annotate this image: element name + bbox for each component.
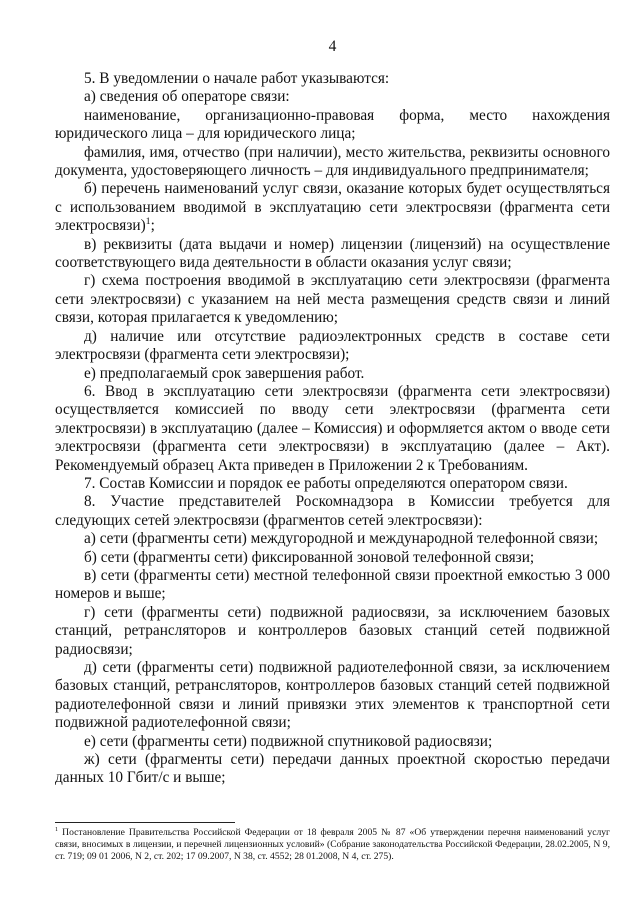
document-body — [55, 70, 610, 788]
footnote-divider — [55, 822, 235, 823]
paragraph-8d: д) сети (фрагменты сети) подвижной радиотелефонной связи, за исключением базовых станций, ретрансляторов, контроллеров базовых станций сетей подвижной радиотелефонной связи и линий привязки этих элементов к транспортной сети подвижной радиотелефонной связи; — [55, 659, 610, 732]
footnote-reference: 1 — [145, 216, 151, 228]
paragraph-5d: д) наличие или отсутствие радиоэлектронных средств в составе сети электросвязи (фрагмента сети электросвязи); — [55, 327, 610, 364]
footnote-text: Постановление Правительства Российской Федерации от 18 февраля 2005 № 87 «Об утверждении перечня наименований услуг связи, вносимых в лицензии, и перечней лицензионных условий» (Собрание законодательства Российской Федерации, 28.02.2005, N 9, ст. 719; 09 01 2006, N 2, ст. 202; 17 09.2007, N 38, ст. 4552; 28 01.2008, N 4, ст. 275). — [55, 827, 610, 862]
paragraph-5e: е) предполагаемый срок завершения работ. — [84, 364, 365, 382]
footnote — [55, 827, 610, 863]
paragraph-8zh: ж) сети (фрагменты сети) передачи данных проектной скоростью передачи данных 10 Гбит/с и выше; — [55, 751, 610, 787]
paragraph-5b — [55, 180, 610, 235]
paragraph-5b-text: б) перечень наименований услуг связи, оказание которых будет осуществляться с использованием вводимой в эксплуатацию сети электросвязи (фрагмента сети электросвязи) — [55, 180, 610, 235]
document-page — [55, 0, 610, 905]
paragraph-5b-tail: ; — [150, 217, 155, 235]
paragraph-7: 7. Состав Комиссии и порядок ее работы определяются оператором связи. — [84, 474, 568, 492]
footnote-marker: 1 — [55, 825, 59, 833]
paragraph-5v: в) реквизиты (дата выдачи и номер) лицензии (лицензий) на осуществление соответствующего вида деятельности в области оказания услуг связи; — [55, 235, 610, 272]
paragraph-5g: г) схема построения вводимой в эксплуатацию сети электросвязи (фрагмента сети электросвязи) с указанием на ней места размещения средств связи и линий связи, которая прилагается к уведомлению; — [55, 272, 610, 327]
paragraph-8e: е) сети (фрагменты сети) подвижной спутниковой радиосвязи; — [84, 732, 493, 750]
paragraph-8: 8. Участие представителей Роскомнадзора в Комиссии требуется для следующих сетей электросвязи (фрагментов сетей электросвязи): — [55, 493, 610, 529]
page-number: 4 — [328, 38, 337, 55]
paragraph-5a-individual: фамилия, имя, отчество (при наличии), место жительства, реквизиты основного документа, удостоверяющего личность – для индивидуального предпринимателя; — [55, 143, 610, 180]
paragraph-6: 6. Ввод в эксплуатацию сети электросвязи (фрагмента сети электросвязи) осуществляется комиссией по вводу сети электросвязи (фрагмента сети электросвязи) в эксплуатацию (далее – Комиссия) и оформляется актом о вводе сети электросвязи (фрагмента сети электросвязи) в эксплуатацию (далее – Акт). Рекомендуемый образец Акта приведен в Приложении 2 к Требованиям. — [55, 382, 610, 474]
paragraph-8a: а) сети (фрагменты сети) междугородной и международной телефонной связи; — [84, 530, 599, 548]
paragraph-5: 5. В уведомлении о начале работ указываются: — [84, 70, 390, 87]
paragraph-8b: б) сети (фрагменты сети) фиксированной зоновой телефонной связи; — [84, 548, 535, 566]
paragraph-5a-legal-entity: наименование, организационно-правовая форма, место нахождения юридического лица – для юридического лица; — [55, 106, 610, 143]
paragraph-8g: г) сети (фрагменты сети) подвижной радиосвязи, за исключением базовых станций, ретрансляторов и контроллеров базовых станций сетей подвижной радиосвязи; — [55, 603, 610, 658]
paragraph-5a: а) сведения об операторе связи: — [84, 88, 290, 106]
paragraph-8v: в) сети (фрагменты сети) местной телефонной связи проектной емкостью 3 000 номеров и выше; — [55, 566, 610, 603]
